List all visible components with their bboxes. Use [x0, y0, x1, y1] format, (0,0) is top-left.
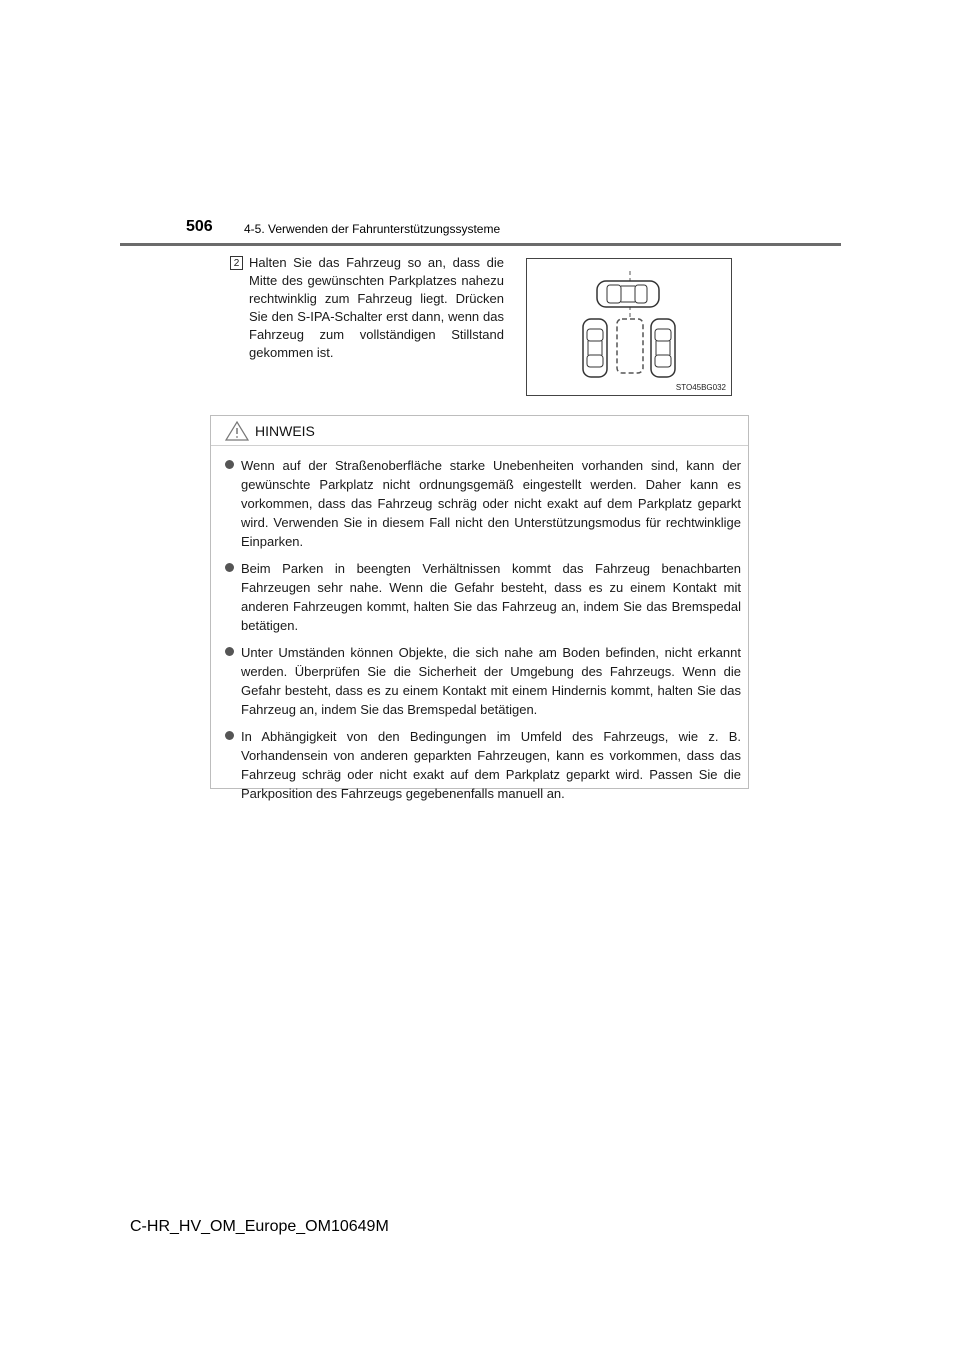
own-vehicle-icon	[597, 281, 659, 307]
parking-illustration	[526, 258, 732, 396]
notice-item	[211, 643, 748, 719]
section-title: 4-5. Verwenden der Fahrunterstützungssysteme	[244, 222, 501, 236]
notice-item-text: Beim Parken in beengten Verhältnissen kommt das Fahrzeug benachbarten Fahrzeugen sehr nahe. Wenn die Gefahr besteht, dass es zu einem Kontakt mit anderen Fahrzeugen kommt, halten Sie das Fahrzeug an, indem Sie das Bremspedal betätigen.	[241, 561, 741, 633]
warning-triangle-icon	[225, 421, 249, 441]
page-number: 506	[186, 218, 213, 235]
notice-item	[211, 456, 748, 551]
notice-item	[211, 727, 748, 803]
notice-item-text: In Abhängigkeit von den Bedingungen im Umfeld des Fahrzeugs, wie z. B. Vorhandensein von anderen geparkten Fahrzeugen, kann es vorkommen, dass das Fahrzeug schräg oder nicht exakt auf dem Parkplatz geparkt wird. Passen Sie die Parkposition des Fahrzeugs gegebenenfalls manuell an.	[241, 729, 741, 801]
document-id-footer: C-HR_HV_OM_Europe_OM10649M	[130, 1218, 389, 1235]
notice-item	[211, 559, 748, 635]
step-number-badge: 2	[230, 256, 243, 270]
notice-header	[211, 416, 748, 446]
notice-title: HINWEIS	[255, 423, 315, 439]
target-parking-space	[617, 319, 643, 373]
left-parked-car-icon	[583, 319, 607, 377]
notice-box	[210, 415, 749, 801]
header-divider	[120, 243, 841, 246]
bullet-icon	[225, 563, 234, 572]
right-parked-car-icon	[651, 319, 675, 377]
step-instruction-text: Halten Sie das Fahrzeug so an, dass die Mitte des gewünschten Parkplatzes nahezu rechtwinklig zum Fahrzeug liegt. Drücken Sie den S-IPA-Schalter erst dann, wenn das Fahrzeug zum vollständigen Stillstand gekommen ist.	[249, 255, 504, 360]
figure-code: STO45BG032	[675, 383, 726, 392]
bullet-icon	[225, 460, 234, 469]
notice-item-text: Wenn auf der Straßenoberfläche starke Unebenheiten vorhanden sind, kann der gewünschte Parkplatz nicht ordnungsgemäß eingestellt werden. Daher kann es vorkommen, dass das Fahrzeug schräg oder nicht exakt auf dem Parkplatz geparkt wird. Verwenden Sie in diesem Fall nicht den Unterstützungsmodus für rechtwinklige Einparken.	[241, 458, 741, 549]
notice-list	[211, 456, 748, 811]
bullet-icon	[225, 647, 234, 656]
notice-item-text: Unter Umständen können Objekte, die sich nahe am Boden befinden, nicht erkannt werden. Überprüfen Sie die Sicherheit der Umgebung des Fahrzeugs. Wenn die Gefahr besteht, dass es zu einem Kontakt mit einem Hindernis kommt, halten Sie das Fahrzeug an, indem Sie das Bremspedal betätigen.	[241, 645, 741, 717]
bullet-icon	[225, 731, 234, 740]
parking-diagram-svg	[527, 259, 731, 395]
